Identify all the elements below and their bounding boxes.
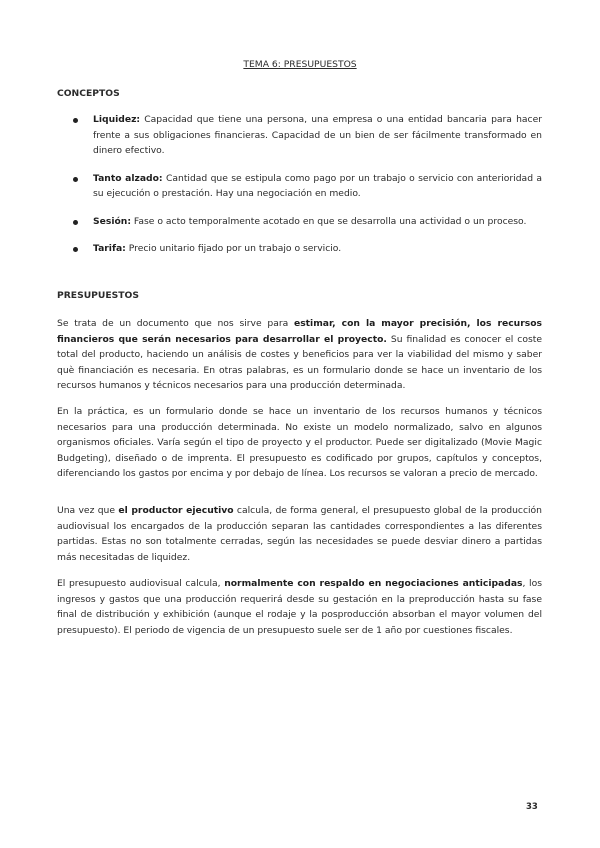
paragraph-text: Su finalidad es conocer el coste total del producto, haciendo un análisis de costes y beneficios para ver la viabilidad del mismo y saber què financiación es necesaria. En otras palabras, es un formulario donde se hace un inventario de los recursos humanos y técnicos necesarios para una producción determinada. xyxy=(57,333,542,391)
paragraph-text: Una vez que xyxy=(57,505,119,516)
paragraph-bold: estimar, con la mayor precisión, los recursos financieros que serán necesarios para desarrollar el proyecto. xyxy=(57,318,542,345)
presupuestos-heading: PRESUPUESTOS xyxy=(57,290,139,301)
concept-term: Liquidez: xyxy=(93,114,141,125)
bullet-icon xyxy=(73,118,78,123)
conceptos-heading: CONCEPTOS xyxy=(57,88,120,99)
bullet-icon xyxy=(73,247,78,252)
concept-item-sesion xyxy=(57,214,542,230)
concept-text: Capacidad que tiene una persona, una empresa o una entidad bancaria para hacer frente a sus obligaciones financieras. Capacidad de un bien de ser fácilmente transformado en dinero efectivo. xyxy=(93,114,542,156)
concept-term: Tarifa: xyxy=(93,243,126,254)
concept-item-tanto-alzado xyxy=(57,171,542,202)
paragraph-3 xyxy=(57,503,542,565)
concept-text: Fase o acto temporalmente acotado en que se desarrolla una actividad o un proceso. xyxy=(131,215,527,227)
paragraph-text: En la práctica, es un formulario donde se hace un inventario de los recursos humanos y técnicos necesarios para una producción determinada. No existe un modelo normalizado, salvo en algunos organismos oficiales. Varía según el tipo de proyecto y el productor. Puede ser digitalizado (Movie Magic Budgeting), diseñado o de imprenta. El presupuesto es codificado por grupos, capítulos y conceptos, diferenciando los gastos por encima y por debajo de línea. Los recursos se valoran a precio de mercado. xyxy=(57,406,542,479)
page-title: TEMA 6: PRESUPUESTOS xyxy=(243,59,357,70)
paragraph-text: El presupuesto audiovisual calcula, xyxy=(57,578,225,589)
paragraph-text: , los ingresos y gastos que una producción requerirá desde su gestación en la preproducción hasta su fase final de distribución y exhibición (aunque el rodaje y la posproducción absorban el mayor volumen del presupuesto). El periodo de vigencia de un presupuesto suele ser de 1 año por cuestiones fiscales. xyxy=(57,578,542,636)
concept-text: Cantidad que se estipula como pago por un trabajo o servicio con anterioridad a su ejecución o prestación. Hay una negociación en medio. xyxy=(93,172,542,199)
paragraph-1 xyxy=(57,316,542,394)
concept-item-tarifa xyxy=(57,241,542,257)
paragraph-bold: el productor ejecutivo xyxy=(118,505,234,516)
paragraph-bold: normalmente con respaldo en negociaciones anticipadas xyxy=(224,578,523,589)
paragraph-text: calcula, de forma general, el presupuesto global de la producción audiovisual los encargados de la producción separan las cantidades correspondientes a las diferentes partidas. Estas no son totalmente cerradas, según las necesidades se puede desviar dinero a partidas más necesitadas de liquidez. xyxy=(57,505,543,563)
paragraph-2 xyxy=(57,404,542,482)
concept-term: Tanto alzado: xyxy=(93,172,163,184)
concept-text: Precio unitario fijado por un trabajo o servicio. xyxy=(125,243,342,254)
page-number: 33 xyxy=(526,802,538,812)
concepts-list xyxy=(57,112,542,269)
bullet-icon xyxy=(73,220,78,225)
paragraph-4 xyxy=(57,576,542,638)
bullet-icon xyxy=(73,177,78,182)
paragraph-text: Se trata de un documento que nos sirve para xyxy=(57,318,294,329)
concept-term: Sesión: xyxy=(93,215,131,227)
concept-item-liquidez xyxy=(57,112,542,159)
